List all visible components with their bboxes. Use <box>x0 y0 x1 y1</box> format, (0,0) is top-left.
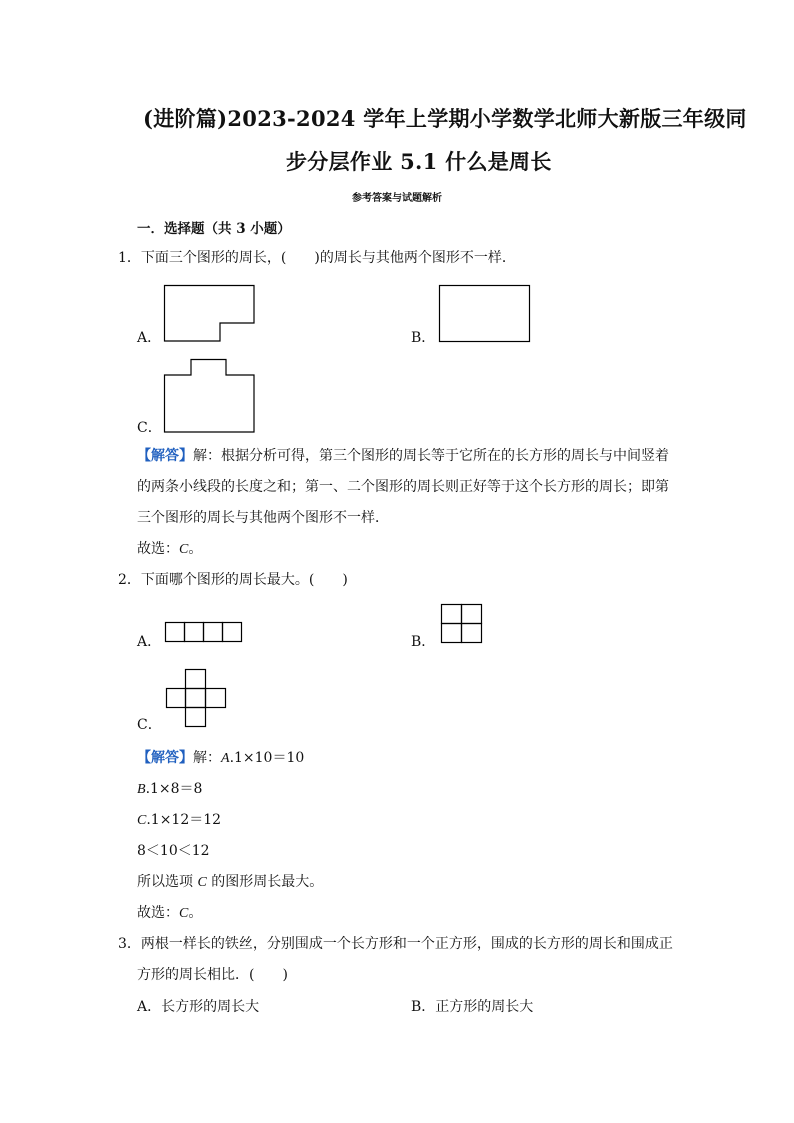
doc-title-line1: (进阶篇)2023-2024 学年上学期小学数学北师大新版三年级同 <box>143 106 747 131</box>
square <box>462 624 482 643</box>
answer-tag: 【解答】 <box>137 750 193 766</box>
answer-lead: 解： <box>193 750 221 766</box>
q3-option-a: A．长方形的周长大 <box>137 999 260 1015</box>
q2-compare: 8＜10＜12 <box>137 843 210 859</box>
rectangle-outline <box>440 286 530 342</box>
calc-letter: A <box>221 751 230 766</box>
q1-option-c-label: C． <box>137 420 162 436</box>
answer-lead: 解： <box>193 448 221 464</box>
q1-answer-line-3: 三个图形的周长与其他两个图形不一样． <box>137 510 389 526</box>
q2-answer-line-1 <box>137 748 304 769</box>
square <box>186 689 206 708</box>
question-text: 两根一样长的铁丝，分别围成一个长方形和一个正方形，围成的长方形的周长和围成正 <box>140 936 673 952</box>
question-3-stem-line2: 方形的周长相比．( ) <box>137 967 288 983</box>
q2-option-a-label: A． <box>137 634 162 650</box>
question-2-stem <box>118 570 348 590</box>
answer-tag: 【解答】 <box>137 448 193 464</box>
notched-shape-outline <box>165 360 255 433</box>
q1-answer-line-1 <box>137 446 669 466</box>
q2-figure-a <box>165 622 245 644</box>
question-1-stem <box>118 248 516 268</box>
square <box>206 689 226 708</box>
square <box>186 670 206 689</box>
question-number: 1． <box>118 250 141 266</box>
q2-figure-b <box>441 604 485 646</box>
q1-option-a-label: A． <box>137 330 162 346</box>
l-shape-outline <box>165 286 255 342</box>
question-3-stem <box>118 934 673 954</box>
q1-figure-b <box>439 285 531 343</box>
choice-suffix: 。 <box>188 905 203 921</box>
conclusion-letter: C <box>197 875 207 890</box>
q2-conclusion <box>137 872 323 893</box>
square <box>166 623 185 642</box>
question-text: 下面哪个图形的周长最大。( ) <box>140 572 348 588</box>
question-number: 3． <box>118 936 141 952</box>
conclusion-pre: 所以选项 <box>137 874 198 890</box>
calc-expr: .1×8＝8 <box>145 781 203 797</box>
square <box>204 623 223 642</box>
q2-choice <box>137 903 202 924</box>
square <box>167 689 186 708</box>
square <box>442 624 462 643</box>
q3-option-b: B．正方形的周长大 <box>411 999 534 1015</box>
doc-title-line2: 步分层作业 5.1 什么是周长 <box>286 149 552 174</box>
q1-figure-c <box>164 359 256 434</box>
q2-option-b-label: B． <box>411 634 436 650</box>
square <box>185 623 204 642</box>
question-number: 2． <box>118 572 141 588</box>
square <box>223 623 242 642</box>
q1-answer-line-2: 的两条小线段的长度之和；第一、二个图形的周长则正好等于这个长方形的周长；即第 <box>137 479 669 495</box>
choice-letter: C <box>179 906 189 921</box>
choice-letter: C <box>179 542 189 557</box>
square <box>462 605 482 624</box>
choice-prefix: 故选： <box>137 541 179 557</box>
choice-prefix: 故选： <box>137 905 179 921</box>
q2-figure-c <box>166 669 230 729</box>
calc-letter: C <box>137 813 147 828</box>
answer-text: 根据分析可得，第三个图形的周长等于它所在的长方形的周长与中间竖着 <box>221 448 669 464</box>
question-text: 下面三个图形的周长，( )的周长与其他两个图形不一样． <box>140 250 516 266</box>
q1-choice <box>137 539 202 560</box>
q2-option-c-label: C． <box>137 717 162 733</box>
calc-expr: .1×12＝12 <box>146 812 222 828</box>
q1-option-b-label: B． <box>411 330 436 346</box>
square <box>442 605 462 624</box>
choice-suffix: 。 <box>188 541 203 557</box>
q1-figure-a <box>164 285 256 343</box>
section-heading: 一．选择题（共 3 小题） <box>137 221 291 237</box>
square <box>186 708 206 727</box>
calc-expr: .1×10＝10 <box>229 750 305 766</box>
calc-letter: B <box>137 782 146 797</box>
doc-subtitle: 参考答案与试题解析 <box>352 193 442 204</box>
q2-answer-line-2 <box>137 779 202 800</box>
conclusion-post: 的图形周长最大。 <box>206 874 324 890</box>
q2-answer-line-3 <box>137 810 221 831</box>
